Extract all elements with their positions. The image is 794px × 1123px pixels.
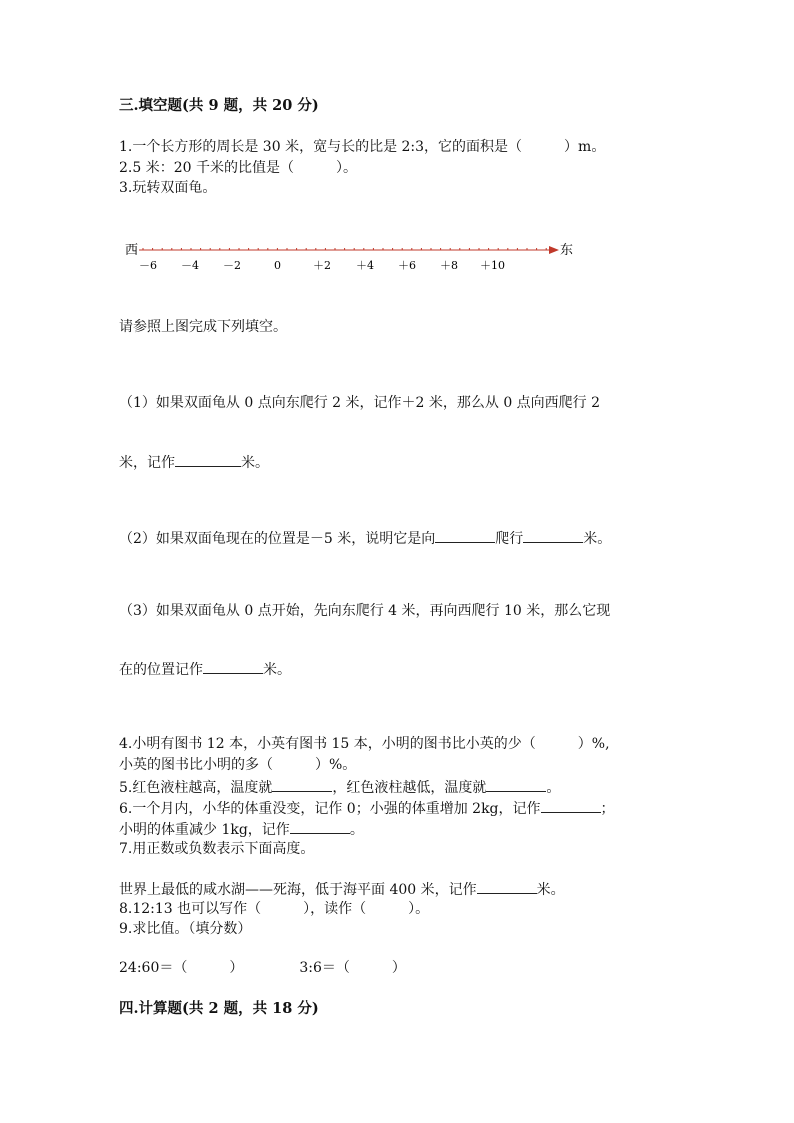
question-6-line-2 <box>119 819 364 839</box>
sub3-text-post: 米。 <box>263 662 291 678</box>
question-6-line-1 <box>119 798 615 818</box>
q6-text-c: 小明的体重减少 1kg，记作 <box>119 822 290 838</box>
question-8: 8.12:13 也可以写作（ ），读作（ ）。 <box>119 901 430 917</box>
sub-question-3-line-2 <box>119 659 291 679</box>
tick-labels <box>139 259 505 272</box>
sub1-text-pre: 米，记作 <box>119 455 175 471</box>
tick-label: ＋4 <box>356 259 374 272</box>
question-4-line-2: 小英的图书比小明的多（ ）%。 <box>119 757 357 773</box>
sub2-text-mid: 爬行 <box>495 531 524 547</box>
q6-text-d: 。 <box>349 822 364 838</box>
sub-question-2 <box>119 528 611 548</box>
answer-blank[interactable] <box>523 528 583 543</box>
q9-item-b: 3:6＝（ ） <box>299 960 406 976</box>
number-line <box>119 236 589 280</box>
answer-blank[interactable] <box>486 777 546 792</box>
sub3-text-pre: 在的位置记作 <box>119 662 203 678</box>
sub-question-1-line-1: （1）如果双面龟从 0 点向东爬行 2 米，记作＋2 米，那么从 0 点向西爬行 2 <box>119 395 601 411</box>
tick-label: 0 <box>274 259 281 272</box>
q7-sub-pre: 世界上最低的咸水湖——死海，低于海平面 400 米，记作 <box>119 882 477 898</box>
tick-label: －2 <box>223 259 241 272</box>
q5-text-b: ，红色液柱越低，温度就 <box>332 780 487 796</box>
arrow-icon <box>549 246 559 254</box>
q7-sub-post: 米。 <box>536 882 565 898</box>
answer-blank[interactable] <box>272 777 332 792</box>
question-1: 1.一个长方形的周长是 30 米，宽与长的比是 2:3，它的面积是（ ）m。 <box>119 139 606 155</box>
answer-blank[interactable] <box>541 798 601 813</box>
question-2: 2.5 米：20 千米的比值是（ ）。 <box>119 160 357 176</box>
tick-label: ＋10 <box>480 259 505 272</box>
tick-label: －6 <box>139 259 157 272</box>
q9-item-a: 24:60＝（ ） <box>119 960 244 976</box>
answer-blank[interactable] <box>435 528 495 543</box>
question-7: 7.用正数或负数表示下面高度。 <box>119 841 315 857</box>
question-9-answers <box>119 959 406 977</box>
question-4-line-1: 4.小明有图书 12 本，小英有图书 15 本，小明的图书比小英的少（ ）%, <box>119 736 610 752</box>
tick-label: ＋2 <box>313 259 331 272</box>
west-label: 西 <box>125 243 139 258</box>
q5-text-a: 5.红色液柱越高，温度就 <box>119 780 273 796</box>
answer-blank[interactable] <box>290 819 350 834</box>
section-4-title: 四.计算题(共 2 题，共 18 分) <box>119 1000 319 1017</box>
question-7-sub <box>119 879 565 899</box>
answer-blank[interactable] <box>203 659 263 674</box>
sub1-text-post: 米。 <box>241 455 269 471</box>
q6-text-b: ； <box>600 801 615 817</box>
section-3-title: 三.填空题(共 9 题，共 20 分) <box>119 97 319 114</box>
question-9: 9.求比值。（填分数） <box>119 921 252 937</box>
sub2-text-post: 米。 <box>583 531 612 547</box>
question-3: 3.玩转双面龟。 <box>119 180 217 196</box>
answer-blank[interactable] <box>477 879 537 894</box>
sub2-text-pre: （2）如果双面龟现在的位置是－5 米，说明它是向 <box>119 531 436 547</box>
tick-label: ＋6 <box>398 259 416 272</box>
q5-text-c: 。 <box>546 780 561 796</box>
tick-label: －4 <box>181 259 199 272</box>
q6-text-a: 6.一个月内，小华的体重没变，记作 0；小强的体重增加 2kg，记作 <box>119 801 541 817</box>
instruction: 请参照上图完成下列填空。 <box>119 319 287 335</box>
sub-question-3-line-1: （3）如果双面龟从 0 点开始，先向东爬行 4 米，再向西爬行 10 米，那么它现 <box>119 603 611 619</box>
question-5 <box>119 777 560 797</box>
tick-label: ＋8 <box>440 259 458 272</box>
sub-question-1-line-2 <box>119 452 269 472</box>
answer-blank[interactable] <box>175 452 241 467</box>
east-label: 东 <box>560 243 574 258</box>
